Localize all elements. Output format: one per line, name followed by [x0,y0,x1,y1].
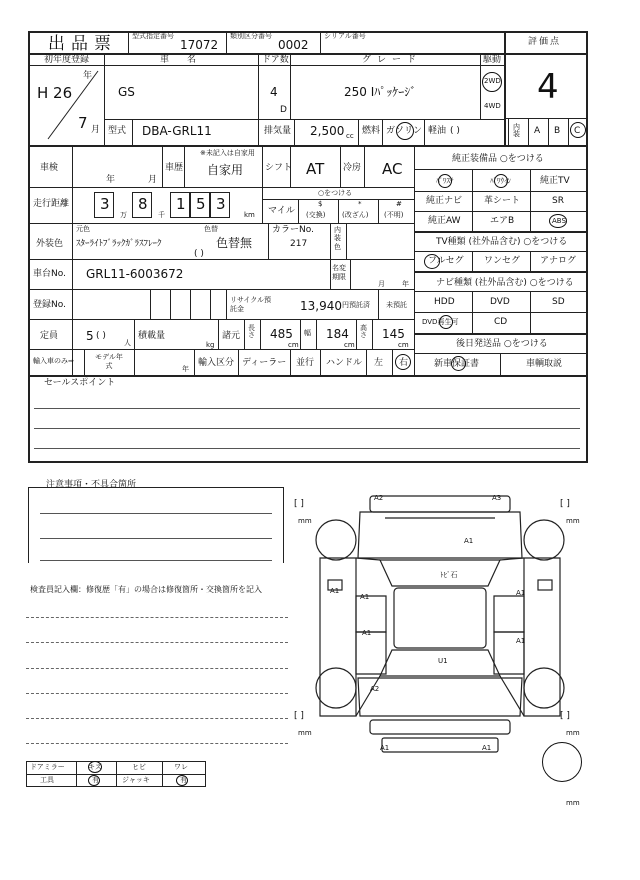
height-value: 145 [382,327,405,341]
mark-right-fender: A1 [516,589,526,597]
name-change-label: 名変期限 [332,264,346,282]
tv-fullseg: フルセグ [428,256,464,266]
car-name-label: 車名 [160,55,215,65]
ac-value: AC [382,160,403,178]
interior-b: B [554,126,561,136]
displacement-value: 2,500 [310,124,345,138]
legend-tools-circle [88,775,100,786]
dollar-option-sub: (交換) [306,211,326,219]
legend-scratch: キズ [88,763,102,771]
mark-hood: A1 [464,537,474,545]
displacement-unit: cc [346,132,354,140]
mile-option: マイル [268,206,295,216]
height-cm: cm [398,341,409,349]
load-kg: kg [206,341,215,349]
navi-dvd-playable-circle [439,315,453,329]
tire-bracket-rl: [ ] [294,711,304,721]
class-no-value: 0002 [278,38,309,52]
tire-mm-rl: mm [298,729,312,737]
model-no-value: 17072 [180,38,219,52]
inspection-label: 車検 [40,163,59,173]
legend-jack-circle [176,775,188,786]
import-label: 輸入車のみ⇒ [33,357,74,365]
interior-c: C [574,126,581,136]
first-reg-month: 7 [78,114,88,132]
navi-hdd: HDD [434,297,455,307]
displacement-label: 排気量 [264,126,292,136]
mileage-man: 万 [120,211,127,219]
tire-mm-spare: mm [566,799,580,807]
legend-crack: ヒビ [132,763,146,771]
person-unit: 人 [124,339,131,347]
name-change-year-unit: 年 [402,280,409,288]
tv-analog: アナログ [540,256,577,266]
equip-sunroof: SR [552,196,564,206]
shift-value: AT [306,160,325,178]
first-reg-label: 初年度登録 [44,55,90,65]
grade-label: グレード [362,55,423,65]
model-no-label: 型式指定番号 [132,32,174,40]
import-dealer: ディーラー [242,358,287,368]
load-label: 積載量 [138,331,166,341]
tv-type-label: TV種類 (社外品含む) ○をつける [436,237,568,247]
navi-type-label: ナビ種類 (社外品含む) ○をつける [436,278,574,288]
length-cm: cm [288,341,299,349]
legend-tools-yes: 有 [92,776,99,784]
equip-leather-seat: 革シート [484,196,521,206]
handle-label: ハンドル [326,358,363,368]
doors-value: 4 [270,85,278,99]
sales-point-label: セールスポイント [44,378,116,388]
mark-rear-bumper-right: A1 [482,744,492,752]
legend-scratch-circle [88,761,102,773]
later-manual: 車輌取説 [526,359,563,369]
inspection-month-unit: 月 [148,175,158,185]
equip-genuine-navi: 純正ナビ [426,196,463,206]
handle-left: 左 [374,358,384,368]
navi-sd: SD [552,297,565,307]
mileage-digit-1: 3 [100,195,110,213]
repaint-label: 色替 [204,225,218,233]
interior-color-label: 内装色 [334,226,341,251]
equip-airbag: エアB [490,216,515,226]
mileage-circle-note: ○をつける [318,189,353,197]
recycle-label: リサイクル預託金 [230,296,272,314]
mileage-digit-4: 5 [196,195,206,213]
legend-door-mirror: ドアミラー [30,763,65,771]
history-note: ※未記入は自家用 [200,149,255,157]
hash-option-sub: (不明) [384,211,404,219]
mark-windshield: ﾄﾋﾞ石 [440,571,458,579]
tire-mm-fr: mm [566,517,580,525]
handle-right-circle [395,354,411,370]
star-option-sub: (改ざん) [342,211,369,219]
width-cm: cm [344,341,355,349]
mark-left-front-door: A1 [360,593,370,601]
fuel-circle [396,122,414,140]
import-parallel: 並行 [296,358,315,368]
capacity-paren: ( ) [96,331,106,341]
equip-power-window: ﾊﾟﾜｳｲﾝ [490,177,511,185]
mark-left-quarter: A2 [370,685,380,693]
caution-label: 注意事項・不具合箇所 [46,480,137,490]
tv-oneseg: ワンセグ [484,256,521,266]
legend-jack: ジャッキ [122,776,150,784]
equip-genuine-aw: 純正AW [428,216,461,226]
color-no-value: 217 [290,239,308,249]
mileage-digit-3: 1 [176,195,186,213]
month-unit: 月 [91,125,101,135]
mileage-sen: 千 [158,211,165,219]
later-label: 後日発送品 ○をつける [456,339,548,349]
reg-no-label: 登録No. [33,300,66,310]
recycle-amount: 13,940 [300,299,342,313]
star-option: * [358,200,362,208]
grade-value: 250 Iﾊﾟｯｹｰｼﾞ [344,85,417,99]
class-no-label: 類別区分番号 [230,32,272,40]
interior-label: 内装 [513,123,520,138]
equip-abs: ABS [552,217,566,225]
first-reg-year: H 26 [37,84,73,102]
equip-abs-circle [549,214,567,228]
model-type-value: DBA-GRL11 [142,124,212,138]
form-title: 出品票 [48,34,117,54]
tv-fullseg-circle [424,254,440,269]
width-value: 184 [326,327,349,341]
width-label: 幅 [304,329,311,337]
mark-right-rear-door: A1 [516,637,526,645]
inspection-year-unit: 年 [106,175,116,185]
orig-color-label: 元色 [76,225,90,233]
year-unit: 年 [83,71,93,81]
mark-front-bumper-right: A3 [492,494,502,502]
drive-4wd: 4WD [484,102,501,110]
dims-label: 諸元 [222,331,241,341]
handle-right: 右 [399,358,409,368]
later-warranty: 新車保証書 [434,359,480,369]
tire-bracket-rr: [ ] [560,711,570,721]
drive-2wd: 2WD [484,77,501,85]
capacity-label: 定員 [40,331,59,341]
equip-power-steering-circle [438,174,452,188]
tire-bracket-fr: [ ] [560,499,570,509]
legend-jack-yes: 有 [180,776,187,784]
mileage-digit-2: 8 [138,195,148,213]
mark-front-bumper-left: A2 [374,494,384,502]
hash-option: # [396,200,402,208]
ac-label: 冷房 [343,163,362,173]
caution-bracket [28,487,284,563]
orig-color-value: ｽﾀｰﾗｲﾄﾌﾞﾗｯｸｶﾞﾗｽﾌﾚｰｸ [76,239,162,249]
name-change-month-unit: 月 [378,280,385,288]
mileage-label: 走行距離 [33,199,70,209]
history-value: 自家用 [207,163,244,177]
chassis-value: GRL11-6003672 [86,267,184,281]
navi-dvd-playable: DVD再生可 [422,318,459,326]
tire-mm-rr: mm [566,729,580,737]
repaint-value: 色替無 [216,236,253,250]
mark-rear-bumper-left: A1 [380,744,390,752]
dollar-option: $ [318,200,323,208]
length-label: 長さ [248,324,255,339]
navi-cd: CD [494,317,508,327]
fuel-label: 燃料 [362,126,381,136]
model-type-label: 型式 [108,126,127,136]
interior-a: A [534,126,541,136]
doors-label: ドア数 [262,55,289,65]
mark-left-rear-door: A1 [362,629,372,637]
mileage-km: km [244,211,255,219]
model-year-unit: 年 [182,365,189,373]
inspector-label: 検査員記入欄：修復歴「有」の場合は修復箇所・交換箇所を記入 [30,585,262,594]
capacity-value: 5 [86,329,94,343]
model-year-label: モデル年式 [95,353,123,371]
mark-left-fender: A1 [330,587,340,595]
tire-bracket-fl: [ ] [294,499,304,509]
door-suffix: D [280,105,287,115]
recycle-unit: 円預託済 [342,301,370,309]
height-label: 高さ [360,324,367,339]
exterior-label: 外装色 [36,239,64,249]
legend-break: ワレ [174,763,188,771]
interior-c-circle [570,122,586,138]
mileage-digit-5: 3 [216,195,226,213]
shift-label: シフト [265,163,293,173]
legend-tools: 工具 [40,776,54,784]
genuine-label: 純正装備品 ○をつける [452,154,544,164]
mark-trunk: U1 [438,657,448,665]
car-name-value: GS [118,85,135,99]
equip-power-window-circle [494,174,508,188]
import-class-label: 輸入区分 [198,358,235,368]
chassis-label: 車台No. [33,269,66,279]
equip-power-steering: ﾊﾟﾜｽﾃ [436,177,454,185]
drive-label: 駆動 [483,55,502,65]
score-label: 評価点 [528,37,562,47]
recycle-not: 未預託 [386,301,407,309]
color-no-label: カラーNo. [272,225,314,235]
serial-label: シリアル番号 [324,32,366,40]
score-value: 4 [537,67,559,107]
tire-mm-fl: mm [298,517,312,525]
navi-dvd: DVD [490,297,510,307]
history-label: 車歴 [165,163,184,173]
later-warranty-circle [451,356,466,371]
spare-tire [542,742,582,782]
fuel-light-oil: 軽油 [428,126,447,136]
fuel-other: ( ) [450,126,460,136]
length-value: 485 [270,327,293,341]
equip-genuine-tv: 純正TV [540,176,570,186]
repaint-paren: ( ) [194,249,204,259]
fuel-gasoline: ガソリン [386,126,423,136]
